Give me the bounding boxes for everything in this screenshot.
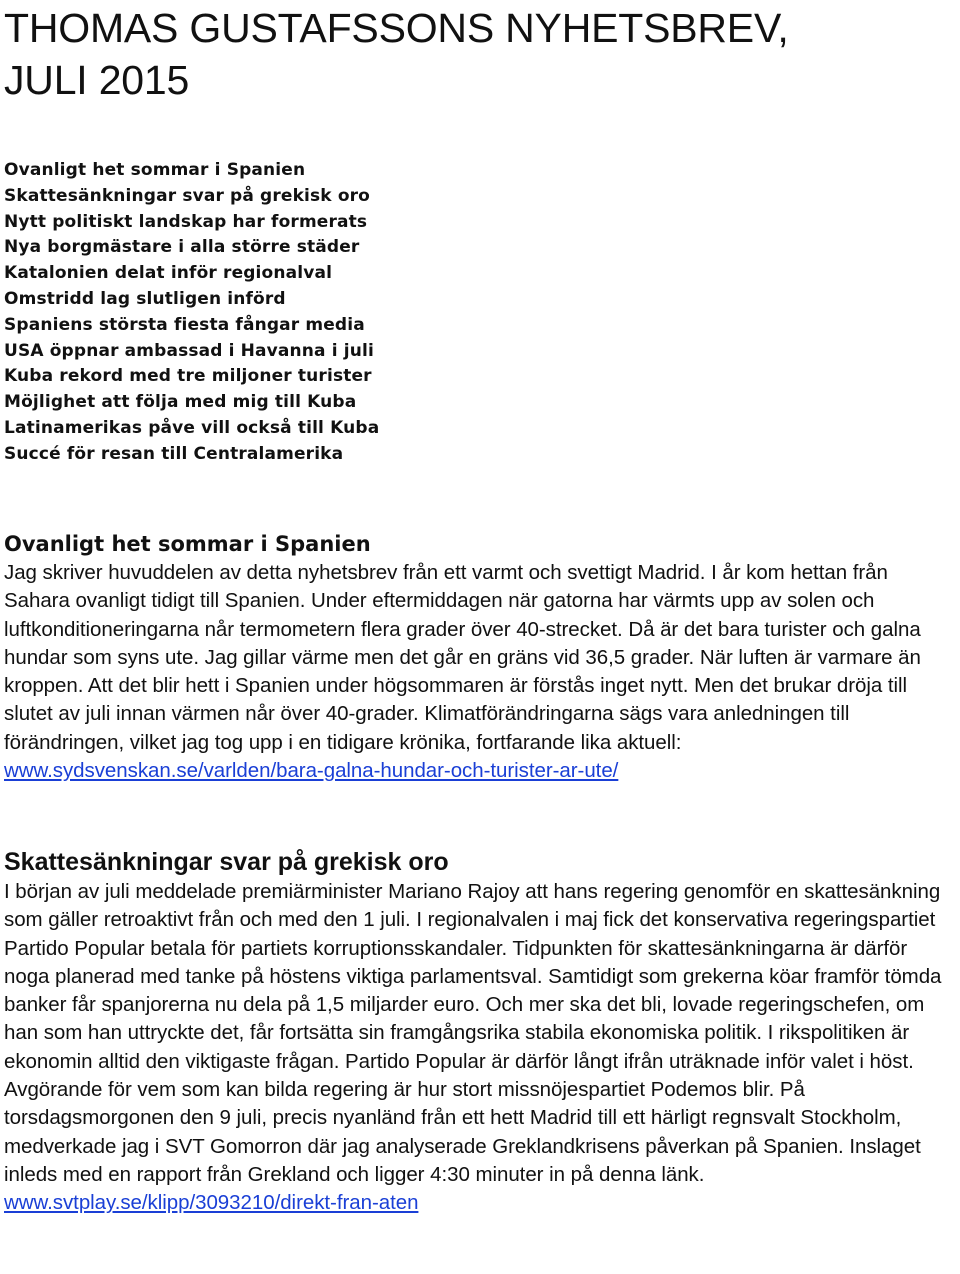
article-link[interactable]: www.sydsvenskan.se/varlden/bara-galna-hundar-och-turister-ar-ute/: [4, 759, 619, 783]
toc-item: Katalonien delat inför regionalval: [4, 263, 333, 284]
toc-item: Ovanligt het sommar i Spanien: [4, 160, 306, 180]
newsletter-title: [4, 0, 958, 106]
article-body: [4, 559, 958, 785]
article-heat-summer: [4, 529, 958, 785]
toc-item: Nya borgmästare i alla större städer: [4, 237, 360, 258]
article-text: Jag skriver huvuddelen av detta nyhetsbrev från ett varmt och svettigt Madrid. I år kom hettan från Sahara ovanligt tidigt till Spanien. Under eftermiddagen när gatorna har värmts upp av solen och luftkonditioneringarna når termometern flera grader över 40-strecket. Då är det bara turister och galna hundar som syns ute. Jag gillar värme men det går en gräns vid 36,5 grader. När luften är varmare än kroppen. Att det blir hett i Spanien under högsommaren är förstås inget nytt. Men det brukar dröja till slutet av juli innan värmen når över 40-grader. Klimatförändringarna sägs vara anledningen till förändringen, vilket jag tog upp i en tidigare krönika, fortfarande lika aktuell:: [4, 561, 921, 754]
toc-item: Spaniens största fiesta fångar media: [4, 314, 365, 335]
article-text: I början av juli meddelade premiärminister Mariano Rajoy att hans regering genomför en skattesänkning som gäller retroaktivt från och med den 1 juli. I regionalvalen i maj fick det konservativa regeringspartiet Partido Popular betala för partiets korruptionsskandaler. Tidpunkten för skattesänkningarna är därför noga planerad med tanke på höstens viktiga parlamentsval. Samtidigt som grekerna köar framför tömda banker får spanjorerna nu dela på 1,5 miljarder euro. Och mer ska det bli, lovade regeringschefen, om han som han uttryckte det, får fortsätta sin framgångsrika stabila ekonomiska politik. I rikspolitiken är ekonomin alltid den viktigaste frågan. Partido Popular är därför långt ifrån uträknade inför valet i höst. Avgörande för vem som kan bilda regering är hur stort missnöjespartiet Podemos blir. På torsdagsmorgonen den 9 juli, precis nyanländ från ett hett Madrid till ett härligt regnsvalt Stockholm, medverkade jag i SVT Gomorron där jag analyserade Greklandkrisens påverkan på Spanien. Inslaget inleds med en rapport från Grekland och ligger 4:30 minuter in på denna länk.: [4, 880, 942, 1186]
toc-item: Latinamerikas påve vill också till Kuba: [4, 417, 380, 438]
table-of-contents: [4, 158, 379, 468]
toc-item: Nytt politiskt landskap har formerats: [4, 211, 368, 232]
toc-item: Möjlighet att följa med mig till Kuba: [4, 392, 357, 413]
article-link[interactable]: www.svtplay.se/klipp/3093210/direkt-fran-aten: [4, 1191, 419, 1215]
toc-item: Skattesänkningar svar på grekisk oro: [4, 185, 371, 206]
newsletter-page: [4, 0, 958, 1215]
toc-item: Succé för resan till Centralamerika: [4, 443, 344, 464]
title-line-2: JULI 2015: [4, 57, 190, 103]
article-heading: Ovanligt het sommar i Spanien: [4, 532, 371, 556]
toc-item: USA öppnar ambassad i Havanna i juli: [4, 340, 374, 361]
article-tax-cuts: [4, 846, 958, 1218]
title-line-1: THOMAS GUSTAFSSONS NYHETSBREV,: [4, 5, 789, 51]
toc-item: Omstridd lag slutligen införd: [4, 288, 286, 309]
toc-item: Kuba rekord med tre miljoner turister: [4, 366, 372, 387]
article-body: [4, 878, 958, 1218]
article-heading: Skattesänkningar svar på grekisk oro: [4, 848, 449, 876]
